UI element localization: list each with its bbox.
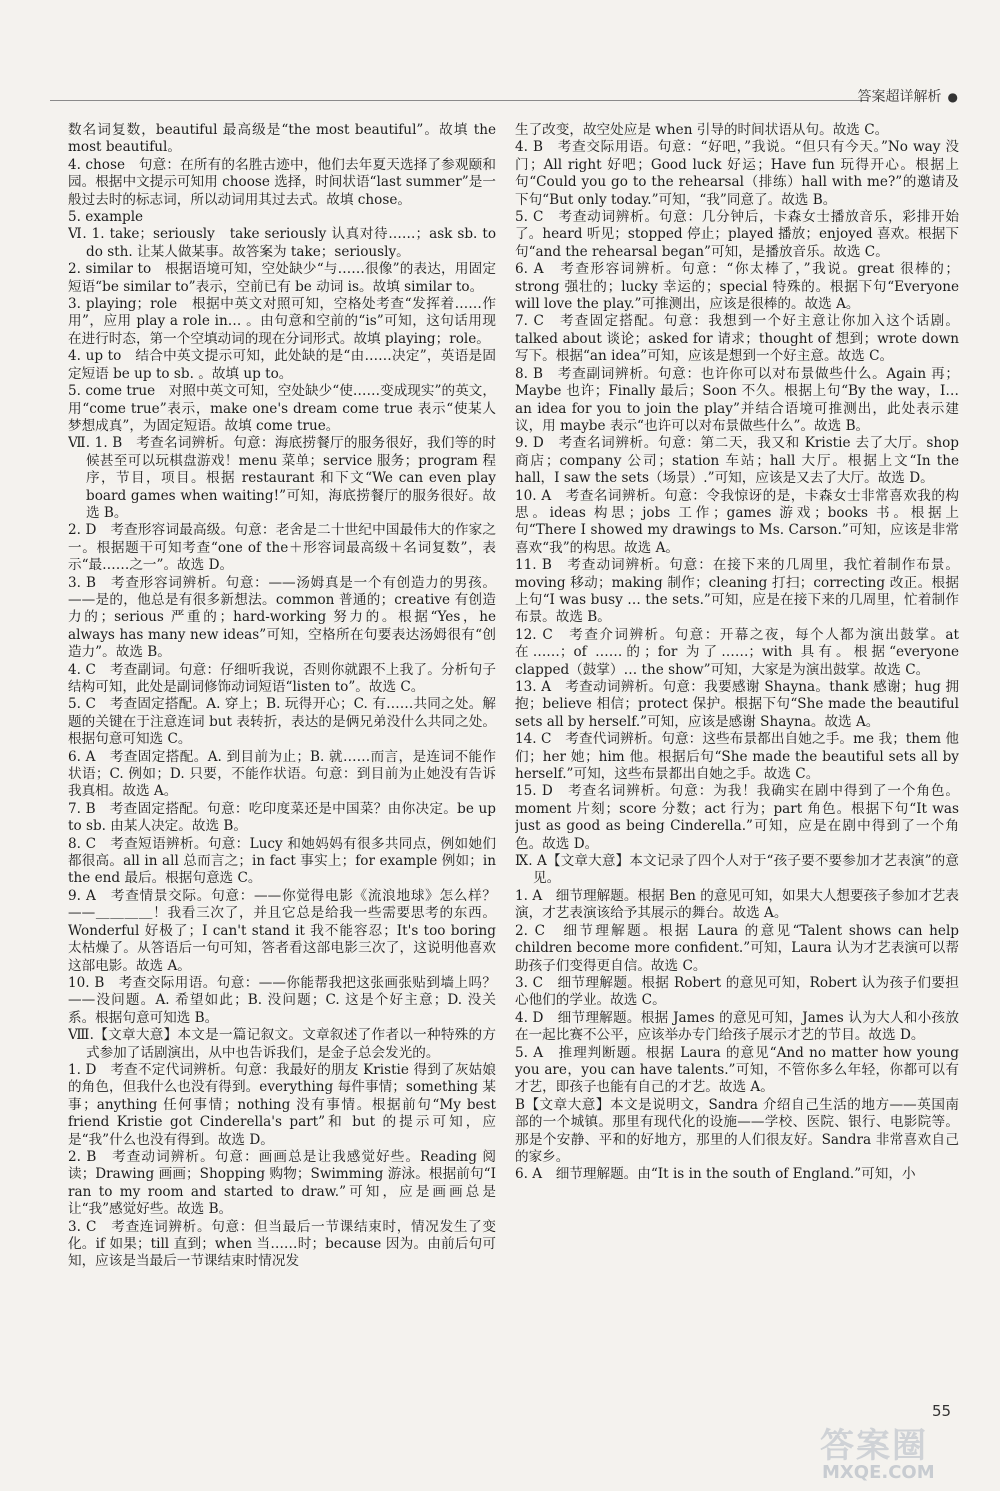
- answer-paragraph: 2. B 考查动词辨析。句意：画画总是让我感觉好些。Reading 阅读；Drawing 画画；Shopping 购物；Swimming 游泳。根据前句“I ran to my room and started to draw.”可知，应是画画总是让“我”感觉好些。故选 B。: [68, 1148, 496, 1218]
- watermark-url: MXQE.COM: [822, 1462, 935, 1483]
- answer-paragraph: 14. C 考查代词辨析。句意：这些布景都出自她之手。me 我；them 他们；her 她；him 他。根据后句“She made the beautiful sets all by herself.”可知，这些布景都出自她之手。故选 C。: [515, 731, 959, 783]
- answer-paragraph: Ⅵ. 1. take；seriously take seriously 认真对待……；ask sb. to do sth. 让某人做某事。故答案为 take；seriously。: [68, 226, 496, 260]
- answer-paragraph: 4. D 细节理解题。根据 James 的意见可知，James 认为大人和小孩放在一起比赛不公平，应该举办专门给孩子展示才艺的节目。故选 D。: [515, 1009, 959, 1044]
- answer-paragraph: 1. A 细节理解题。根据 Ben 的意见可知，如果大人想要孩子参加才艺表演，才艺表演该给予其展示的舞台。故选 A。: [515, 887, 959, 922]
- answer-paragraph: 数名词复数，beautiful 最高级是“the most beautiful”。故填 the most beautiful。: [68, 122, 496, 156]
- answer-paragraph: 4. up to 结合中英文提示可知，此处缺的是“由……决定”，英语是固定短语 be up to sb. 。故填 up to。: [68, 348, 496, 382]
- answer-paragraph: 10. B 考查交际用语。句意：——你能帮我把这张画张贴到墙上吗？——没问题。A. 希望如此；B. 没问题；C. 这是个好主意；D. 没关系。根据句意可知选 B。: [68, 974, 496, 1026]
- answer-paragraph: 8. C 考查短语辨析。句意：Lucy 和她妈妈有很多共同点，例如她们都很高。all in all 总而言之；in fact 事实上；for example 例如；in the end 最后。根据句意选 C。: [68, 835, 496, 887]
- header-rule: [50, 100, 868, 101]
- answer-paragraph: 2. C 细节理解题。根据 Laura 的意见“Talent shows can help children become more confident.”可知，Laura 认为才艺表演可以帮助孩子们变得更自信。故选 C。: [515, 922, 959, 974]
- page-header: [0, 82, 1000, 112]
- answer-paragraph: 5. come true 对照中英文可知，空处缺少“使……变成现实”的英文，用“come true”表示，make one's dream come true 表示“使某人梦想成真”，为固定短语。故填 come true。: [68, 383, 496, 434]
- answer-paragraph: 11. B 考查动词辨析。句意：在接下来的几周里，我忙着制作布景。moving 移动；making 制作；cleaning 打扫；correcting 改正。根据上句“I was busy … the sets.”可知，应是在接下来的几周里，忙着制作布景。故选 B。: [515, 557, 959, 626]
- answer-paragraph: Ⅸ. A【文章大意】本文记录了四个人对于“孩子要不要参加才艺表演”的意见。: [515, 853, 959, 887]
- header-title: [858, 86, 958, 106]
- right-column: [515, 122, 959, 1412]
- answer-paragraph: Ⅶ. 1. B 考查名词辨析。句意：海底捞餐厅的服务很好，我们等的时候甚至可以玩棋盘游戏！menu 菜单；service 服务；program 程序，节目，项目。根据 restaurant 和下文“We can even play board games when waiting!”可知，海底捞餐厅的服务很好。故选 B。: [68, 435, 496, 521]
- answer-paragraph: 1. D 考查不定代词辨析。句意：我最好的朋友 Kristie 得到了灰姑娘的角色，但我什么也没有得到。everything 每件事情；something 某事；anything 任何事情；nothing 没有事情。根据前句“My best friend Kristie got Cinderella's part”和 but 的提示可知，应是“我”什么也没有得到。故选 D。: [68, 1061, 496, 1148]
- answer-paragraph: 12. C 考查介词辨析。句意：开幕之夜，每个人都为演出鼓掌。at 在……；of ……的；for 为了……；with 具有。根据“everyone clapped（鼓掌）… the show”可知，大家是为演出鼓掌。故选 C。: [515, 626, 959, 678]
- answer-paragraph: 2. D 考查形容词最高级。句意：老舍是二十世纪中国最伟大的作家之一。根据题干可知考查“one of the＋形容词最高级＋名词复数”，表示“最……之一”。故选 D。: [68, 522, 496, 574]
- answer-paragraph: 6. A 细节理解题。由“It is in the south of England.”可知，小: [515, 1166, 916, 1183]
- answer-paragraph: B【文章大意】本文是说明文，Sandra 介绍自己生活的地方——英国南部的一个城镇。那里有现代化的设施——学校、医院、银行、电影院等。那是个安静、平和的好地方，那里的人们很友好。Sandra 非常喜欢自己的家乡。: [515, 1096, 959, 1165]
- answer-paragraph: 8. B 考查副词辨析。句意：也许你可以对布景做些什么。Again 再；Maybe 也许；Finally 最后；Soon 不久。根据上句“By the way，I… an idea for you to join the play”并结合语境可推测出，此处表示建议，用 maybe 表示“也许可以对布景做些什么”。故选 B。: [515, 365, 959, 434]
- answer-paragraph: 5. C 考查动词辨析。句意：几分钟后，卡森女士播放音乐，彩排开始了。heard 听见；stopped 停止；played 播放；enjoyed 喜欢。根据下句“and the rehearsal began”可知，是播放音乐。故选 C。: [515, 209, 959, 260]
- page-number: 55: [932, 1402, 952, 1420]
- answer-paragraph: 5. C 考查固定搭配。A. 穿上；B. 玩得开心；C. 有……共同之处。解题的关键在于注意连词 but 表转折，表达的是俩兄弟没什么共同之处。根据句意可知选 C。: [68, 696, 496, 748]
- answer-paragraph: 15. D 考查名词辨析。句意：为我！我确实在剧中得到了一个角色。moment 片刻；score 分数；act 行为；part 角色。根据下句“It was just as good as being Cinderella.”可知，应是在剧中得到了一个角色。故选 D。: [515, 783, 959, 852]
- answer-paragraph: 4. C 考查副词。句意：仔细听我说，否则你就跟不上我了。分析句子结构可知，此处是副词修饰动词短语“listen to”。故选 C。: [68, 661, 496, 695]
- answer-paragraph: 4. chose 句意：在所有的名胜古迹中，他们去年夏天选择了参观颐和园。根据中文提示可知用 choose 选择，时间状语“last summer”是一般过去时的标志词，所以动词用其过去式。故填 chose。: [68, 156, 496, 208]
- answer-paragraph: 7. B 考查固定搭配。句意：吃印度菜还是中国菜？由你决定。be up to sb. 由某人决定。故选 B。: [68, 800, 496, 835]
- answer-paragraph: 2. similar to 根据语境可知，空处缺少“与……很像”的表达，用固定短语“be similar to”表示，空前已有 be 动词 is。故填 similar to。: [68, 261, 496, 295]
- answer-paragraph: 3. C 考查连词辨析。句意：但当最后一节课结束时，情况发生了变化。if 如果；till 直到；when 当……时；because 因为。由前后句可知，应该是当最后一节课结束时情况发: [68, 1218, 496, 1270]
- answer-paragraph: 4. B 考查交际用语。句意：“好吧，”我说。“但只有今天。”No way 没门；All right 好吧；Good luck 好运；Have fun 玩得开心。根据上句“Could you go to the rehearsal（排练）hall with me?”的邀请及下句“But only today.”可知，“我”同意了。故选 B。: [515, 139, 959, 208]
- answer-paragraph: 10. A 考查名词辨析。句意：令我惊讶的是，卡森女士非常喜欢我的构思。ideas 构思；jobs 工作；games 游戏；books 书。根据上句“There I showed my drawings to Ms. Carson.”可知，应该是非常喜欢“我”的构思。故选 A。: [515, 487, 959, 556]
- answer-paragraph: 5. example: [68, 209, 144, 226]
- header-title-text: 答案超详解析: [857, 89, 942, 105]
- left-column: [68, 122, 496, 1402]
- answer-paragraph: 7. C 考查固定搭配。句意：我想到一个好主意让你加入这个话剧。talked about 谈论；asked for 请求；thought of 想到；wrote down 写下。根据“an idea”可知，应该是想到一个好主意。故选 C。: [515, 313, 959, 365]
- answer-paragraph: 3. playing；role 根据中英文对照可知，空格处考查“发挥着……作用”，应用 play a role in… 。由句意和空前的“is”可知，这句话用现在进行时态，第一个空填动词的现在分词形式。故填 playing；role。: [68, 296, 496, 347]
- answer-paragraph: 3. C 细节理解题。根据 Robert 的意见可知，Robert 认为孩子们要担心他们的学业。故选 C。: [515, 974, 959, 1009]
- answer-paragraph: 9. A 考查情景交际。句意：——你觉得电影《流浪地球》怎么样？——＿＿＿＿！我看三次了，并且它总是给我一些需要思考的东西。Wonderful 好极了；I can't stand it 我不能容忍；It's too boring 太枯燥了。从答语后一句可知，答者看这部电影三次了，这说明他喜欢这部电影。故选 A。: [68, 887, 496, 974]
- answer-paragraph: 9. D 考查名词辨析。句意：第二天，我又和 Kristie 去了大厅。shop 商店；company 公司；station 车站；hall 大厅。根据上文“In the hall，I saw the sets（场景）.”可知，应该是又去了大厅。故选 D。: [515, 435, 959, 487]
- answer-paragraph: 3. B 考查形容词辨析。句意：——汤姆真是一个有创造力的男孩。——是的，他总是有很多新想法。common 普通的；creative 有创造力的；serious 严重的；hard-working 努力的。根据“Yes，he always has many new ideas”可知，空格所在句要表达汤姆很有“创造力”。故选 B。: [68, 574, 496, 661]
- watermark-logo: 答案圈: [820, 1426, 928, 1466]
- answer-paragraph: 生了改变，故空处应是 when 引导的时间状语从句。故选 C。: [515, 122, 889, 138]
- answer-paragraph: Ⅷ.【文章大意】本文是一篇记叙文。文章叙述了作者以一种特殊的方式参加了话剧演出，从中也告诉我们，是金子总会发光的。: [68, 1027, 496, 1061]
- answer-paragraph: 6. A 考查形容词辨析。句意：“你太棒了，”我说。great 很棒的；strong 强壮的；lucky 幸运的；special 特殊的。根据下句“Everyone will love the play.”可推测出，应该是很棒的。故选 A。: [515, 261, 959, 313]
- answer-paragraph: 5. A 推理判断题。根据 Laura 的意见“And no matter how young you are，you can have talents.”可知，不管你多么年轻，你都可以有才艺，即孩子也能有自己的才艺。故选 A。: [515, 1044, 959, 1096]
- header-bullet-icon: ●: [947, 90, 958, 104]
- answer-paragraph: 6. A 考查固定搭配。A. 到目前为止；B. 就……而言，是连词不能作状语；C. 例如；D. 只要，不能作状语。句意：到目前为止她没有告诉我真相。故选 A。: [68, 748, 496, 800]
- answer-paragraph: 13. A 考查动词辨析。句意：我要感谢 Shayna。thank 感谢；hug 拥抱；believe 相信；protect 保护。根据下句“She made the beautiful sets all by herself.”可知，应该是感谢 Shayna。故选 A。: [515, 679, 959, 730]
